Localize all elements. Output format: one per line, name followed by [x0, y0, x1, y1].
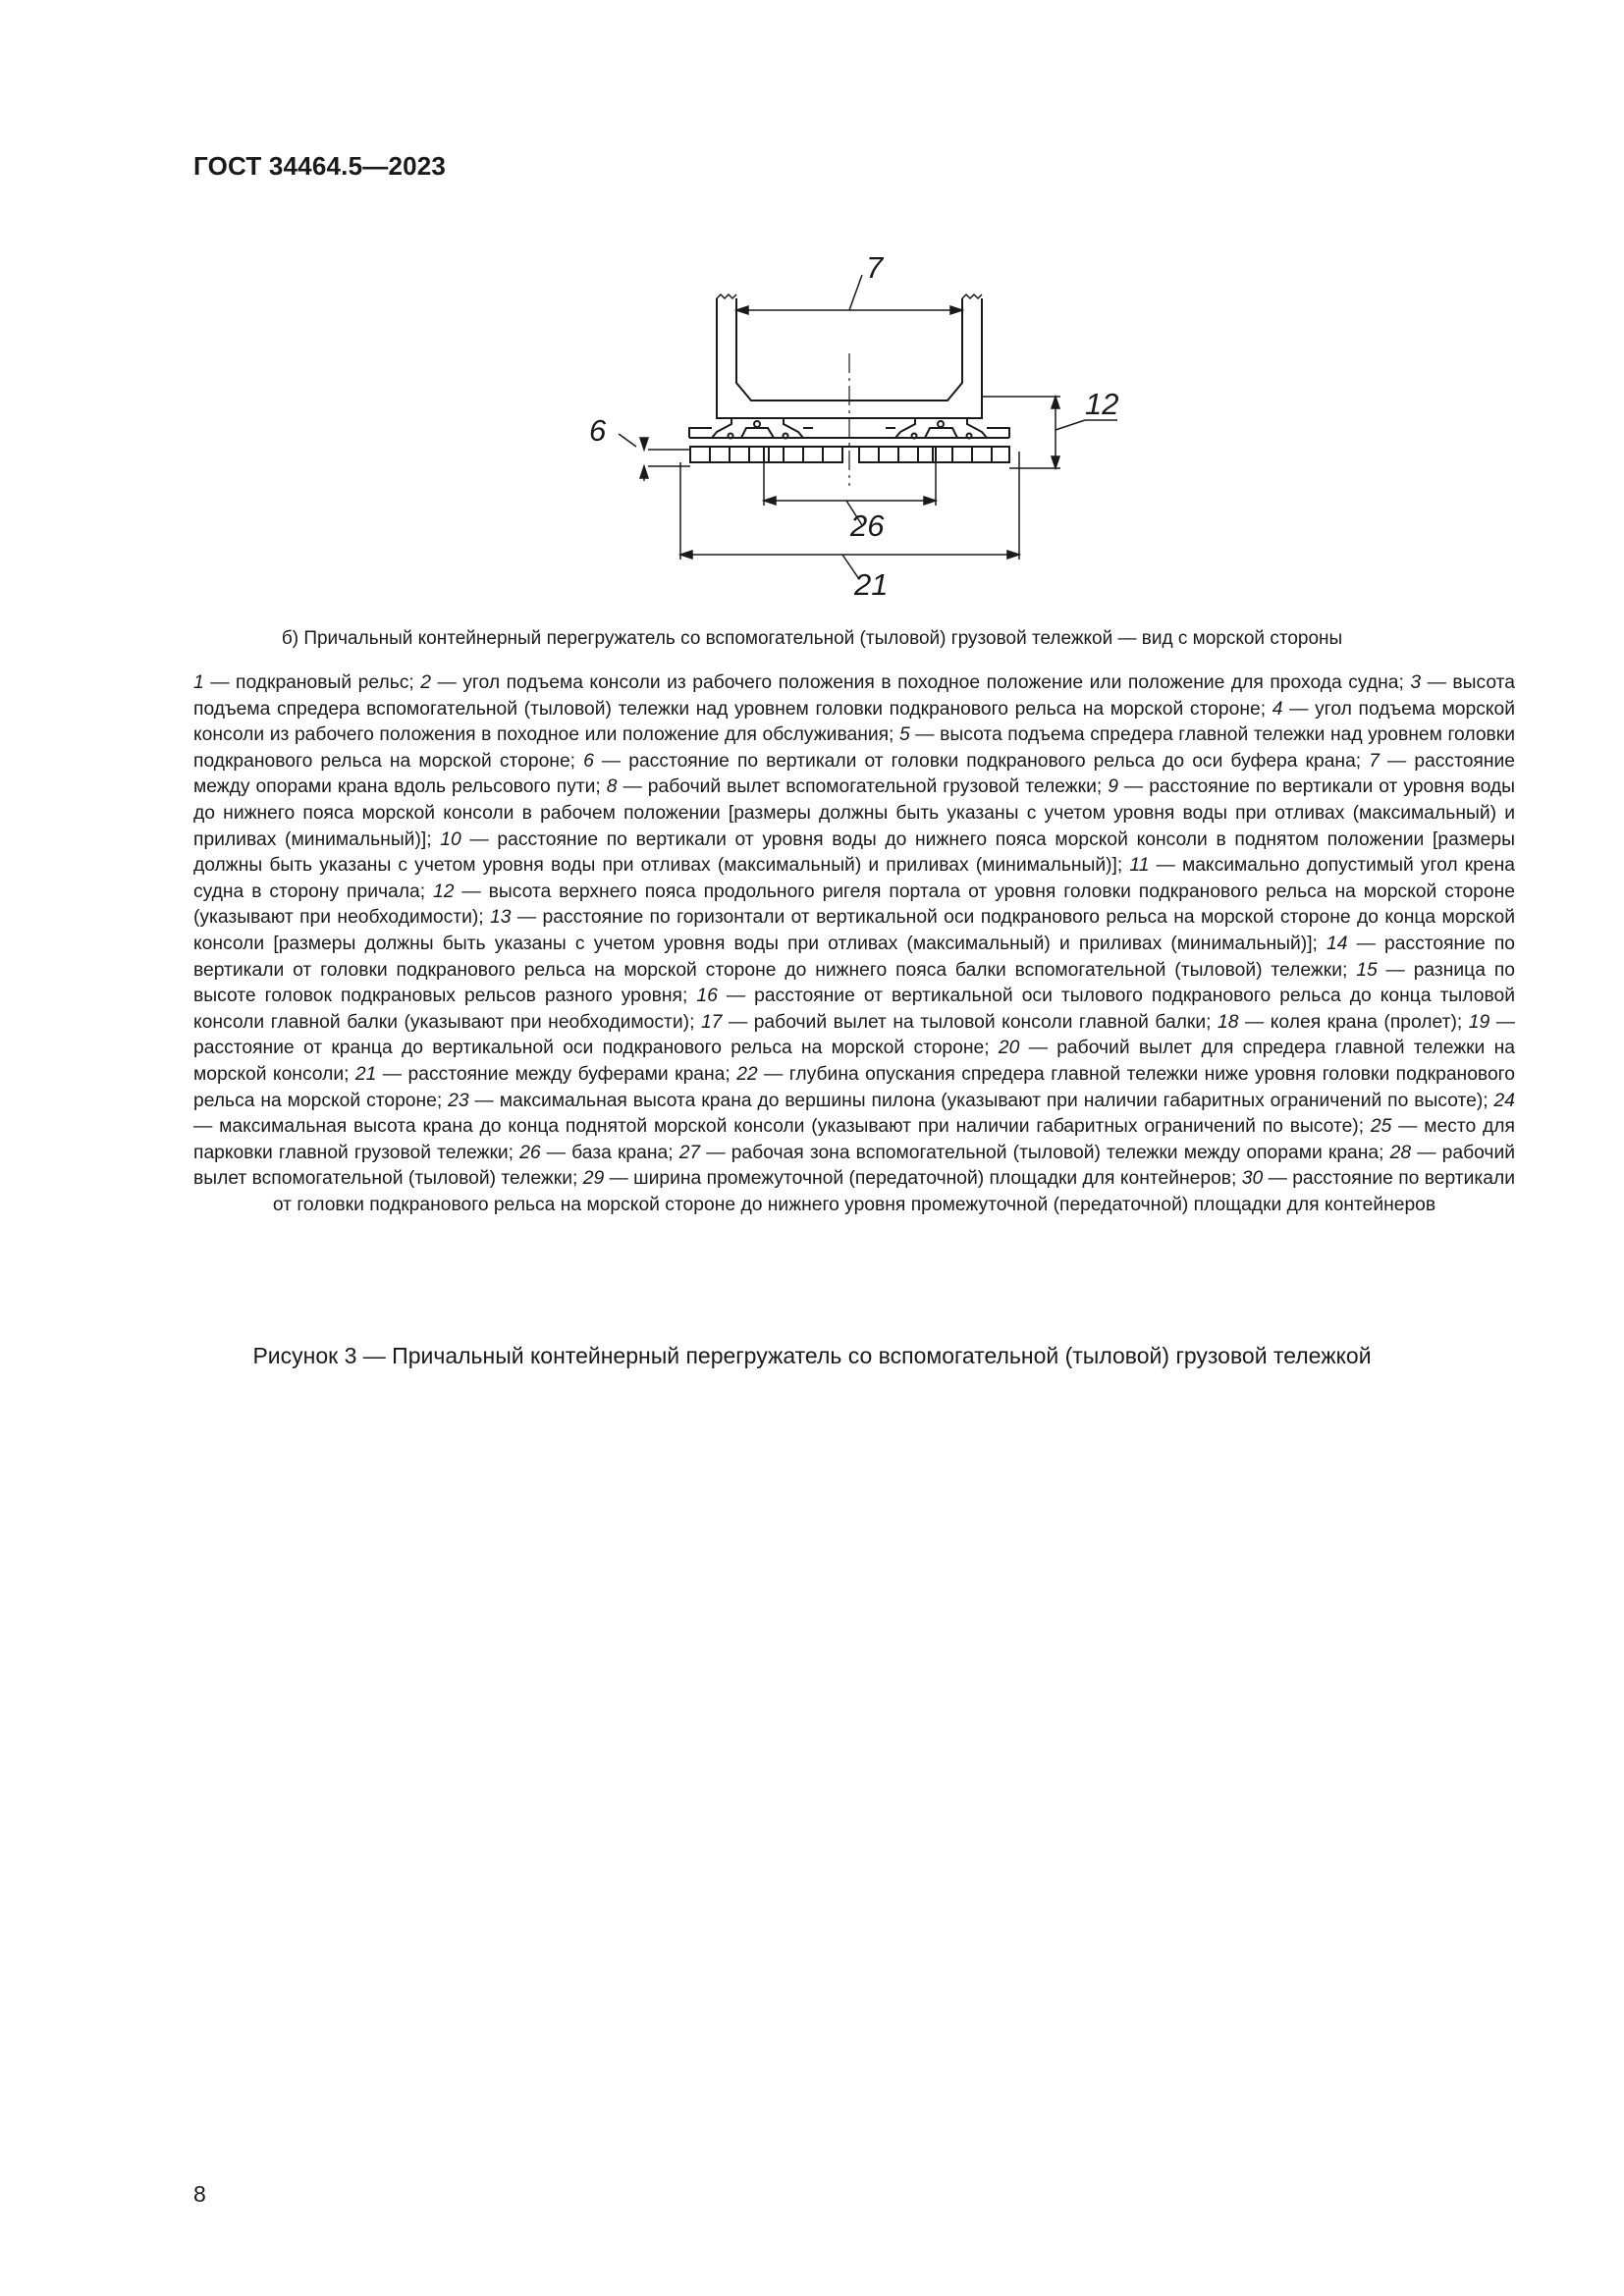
legend-item-text: — высота подъема спредера главной тележки над уровнем головки подкранового рельса на морской стороне; [193, 724, 1515, 772]
legend-item-number: 15 [1356, 959, 1378, 981]
legend-item-text: — расстояние по вертикали от уровня воды до нижнего пояса морской консоли в рабочем положении [размеры должны быть указаны с учетом уровня воды при отливах (максимальный) и приливах (минимальный)]; [193, 776, 1515, 850]
legend-item-number: 18 [1218, 1011, 1239, 1033]
legend-item-number: 21 [354, 1063, 377, 1085]
legend-item-number: 9 [1108, 776, 1118, 798]
crane-drawing-svg [550, 245, 1139, 609]
legend-item-number: 8 [606, 776, 618, 798]
legend-item-text: — глубина опускания спредера главной тележки ниже уровня головки подкранового рельса на морской стороне; [193, 1063, 1516, 1111]
legend-item-text: — максимально допустимый угол крена судна в сторону причала; [193, 855, 1516, 902]
legend-item-text: — расстояние от кранца до вертикальной оси подкранового рельса на морской стороне; [193, 1011, 1516, 1059]
legend-item-number: 16 [696, 986, 718, 1007]
legend-item-number: 12 [433, 881, 455, 902]
legend-item-number: 28 [1389, 1142, 1412, 1163]
label-7: 7 [866, 250, 884, 285]
legend-item-text: — ширина промежуточной (передаточной) площадки для контейнеров; [604, 1168, 1242, 1190]
legend-item-number: 5 [898, 724, 910, 746]
legend-item-text: — высота верхнего пояса продольного ригеля портала от уровня головки подкранового рельса на морской стороне (указывают при необходимости); [193, 881, 1515, 929]
legend-item-text: — угол подъема консоли из рабочего положения в походное положение или положение для прохода судна; [431, 672, 1411, 693]
legend-item-number: 19 [1468, 1011, 1490, 1033]
legend-item-text: — расстояние по вертикали от уровня воды до нижнего пояса морской консоли в поднятом положении [размеры должны быть указаны с учетом уровня воды при отливах (максимальный) и приливах (минимальный)]; [193, 828, 1515, 877]
legend-item-text: — высота подъема спредера вспомогательной (тыловой) тележки над уровнем головки подкранового рельса на морской стороне; [193, 672, 1515, 720]
legend-item-number: 26 [519, 1142, 541, 1163]
legend-item-number: 4 [1272, 698, 1283, 720]
legend-item-number: 22 [736, 1063, 758, 1085]
legend-item-text: — расстояние по горизонтали от вертикальной оси подкранового рельса на морской стороне до конца морской консоли [размеры должны быть указаны с учетом уровня воды при отливах (максимальный) и приливах (минимальный)]; [193, 907, 1515, 954]
legend-item-number: 20 [998, 1038, 1020, 1059]
dimension-7 [736, 275, 962, 314]
legend-item-text: — рабочий вылет на тыловой консоли главной балки; [722, 1011, 1218, 1033]
legend-item-text: — расстояние между буферами крана; [376, 1063, 737, 1085]
legend-item-text: — база крана; [540, 1142, 679, 1163]
legend-item-number: 30 [1241, 1168, 1264, 1190]
legend-item-text: — расстояние по вертикали от головки подкранового рельса до оси буфера крана; [593, 750, 1370, 772]
legend-item-number: 27 [678, 1142, 701, 1163]
figure-legend [193, 670, 1515, 1218]
document-header: ГОСТ 34464.5—2023 [193, 151, 447, 181]
legend-item-text: — подкрановый рельс; [203, 672, 421, 693]
legend-item-number: 3 [1410, 672, 1422, 693]
legend-item-text: — рабочая зона вспомогательной (тыловой) тележки между опорами крана; [700, 1142, 1390, 1163]
legend-item-text: — рабочий вылет для спредера главной тележки на морской консоли; [193, 1038, 1515, 1085]
legend-item-text: — колея крана (пролет); [1238, 1011, 1469, 1033]
label-12: 12 [1085, 387, 1119, 421]
legend-item-number: 11 [1129, 855, 1150, 877]
label-26: 26 [850, 508, 885, 543]
legend-item-text: — место для парковки главной грузовой тележки; [193, 1116, 1515, 1163]
legend-item-number: 17 [700, 1011, 723, 1033]
legend-item-number: 14 [1326, 933, 1348, 954]
legend-item-text: — максимальная высота крана до вершины пилона (указывают при наличии габаритных ограничений по высоте); [468, 1090, 1494, 1111]
legend-item-text: — рабочий вылет вспомогательной (тыловой) тележки; [193, 1142, 1515, 1190]
legend-item-text: — расстояние по вертикали от головки подкранового рельса на морской стороне до нижнего уровня промежуточной (передаточной) площадки для контейнеров [272, 1168, 1515, 1215]
legend-item-number: 2 [420, 672, 431, 693]
legend-item-text: — угол подъема морской консоли из рабочего положения в походное или положение для обслуживания; [193, 698, 1515, 746]
sub-caption: б) Причальный контейнерный перегружатель со вспомогательной (тыловой) грузовой тележкой — вид с морской стороны [281, 628, 1343, 649]
legend-item-text: — расстояние по вертикали от головки подкранового рельса на морской стороне до нижнего пояса балки вспомогательной (тыловой) тележки; [193, 933, 1515, 981]
figure-caption: Рисунок 3 — Причальный контейнерный перегружатель со вспомогательной (тыловой) грузовой тележкой [252, 1343, 1372, 1368]
legend-item-text: — расстояние от вертикальной оси тылового подкранового рельса до конца тыловой консоли главной балки (указывают при необходимости); [193, 986, 1515, 1033]
legend-item-number: 7 [1369, 750, 1380, 772]
legend-item-number: 25 [1370, 1116, 1392, 1138]
legend-item-number: 1 [193, 672, 204, 693]
legend-item-text: — рабочий вылет вспомогательной грузовой тележки; [617, 776, 1109, 798]
legend-item-number: 24 [1493, 1090, 1515, 1111]
legend-item-number: 29 [582, 1168, 605, 1190]
legend-item-number: 10 [440, 828, 461, 850]
legend-item-text: — расстояние между опорами крана вдоль рельсового пути; [193, 750, 1515, 798]
legend-item-number: 6 [583, 750, 594, 772]
crane-drawing [550, 245, 1139, 609]
page-number: 8 [193, 2181, 206, 2207]
legend-item-number: 23 [448, 1090, 469, 1111]
dimension-6 [619, 434, 690, 481]
label-6: 6 [589, 413, 607, 448]
legend-item-number: 13 [490, 907, 512, 929]
legend-item-text: — максимальная высота крана до конца поднятой морской консоли (указывают при наличии габаритных ограничений по высоте); [193, 1116, 1371, 1138]
label-21: 21 [854, 567, 889, 602]
legend-item-text: — разница по высоте головок подкрановых рельсов разного уровня; [193, 959, 1515, 1007]
